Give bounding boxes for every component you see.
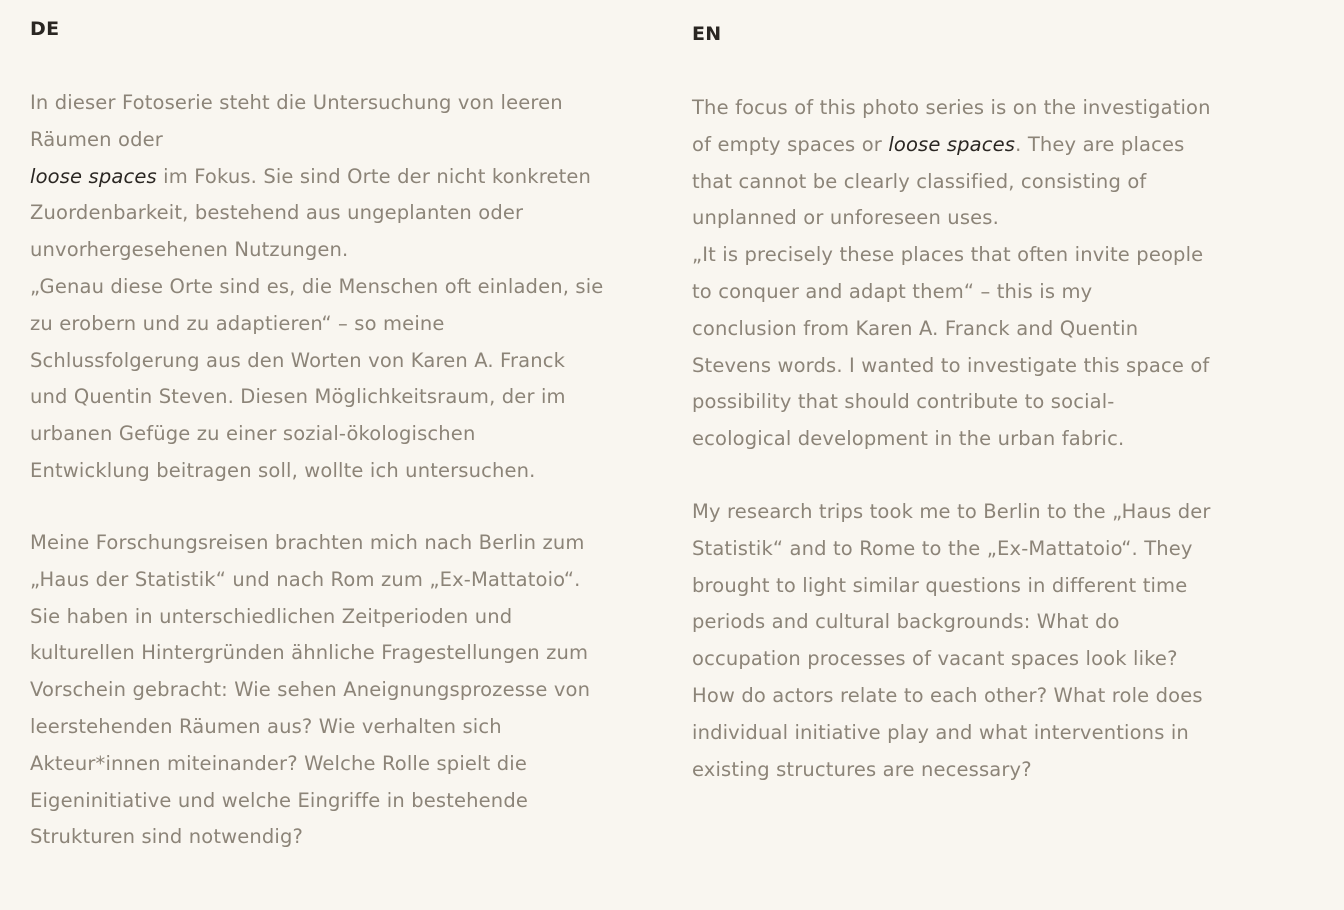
- text-line: „Haus der Statistik“ und nach Rom zum „Ex-Mattatoio“.: [30, 567, 581, 591]
- english-paragraph-1: [692, 90, 1252, 458]
- text-line: How do actors relate to each other? What role does: [692, 683, 1203, 707]
- text-line: Strukturen sind notwendig?: [30, 825, 304, 849]
- text-line: occupation processes of vacant spaces look like?: [692, 647, 1178, 671]
- text-line: Stevens words. I wanted to investigate this space of: [692, 353, 1210, 377]
- text-line: Statistik“ and to Rome to the „Ex-Mattatoio“. They: [692, 536, 1193, 560]
- text-line: zu erobern und zu adaptieren“ – so meine: [30, 311, 445, 335]
- german-paragraph-1: [30, 85, 640, 490]
- text-line: „It is precisely these places that often invite people: [692, 243, 1204, 267]
- text-line: Räumen oder: [30, 127, 163, 151]
- text-line: periods and cultural backgrounds: What do: [692, 610, 1120, 634]
- text-line: [692, 127, 1252, 164]
- text-line: Schlussfolgerung aus den Worten von Karen A. Franck: [30, 348, 566, 372]
- text-line: The focus of this photo series is on the investigation: [692, 96, 1211, 119]
- text-line: kulturellen Hintergründen ähnliche Fragestellungen zum: [30, 641, 589, 665]
- english-paragraph-2: [692, 494, 1252, 788]
- text-line: conclusion from Karen A. Franck and Quentin: [692, 316, 1139, 340]
- english-heading: EN: [692, 23, 722, 45]
- text-line: und Quentin Steven. Diesen Möglichkeitsraum, der im: [30, 385, 566, 409]
- text-line: Akteur*innen miteinander? Welche Rolle spielt die: [30, 751, 527, 775]
- text-line: ecological development in the urban fabric.: [692, 427, 1125, 451]
- text-line: „Genau diese Orte sind es, die Menschen oft einladen, sie: [30, 274, 604, 298]
- text-line: that cannot be clearly classified, consisting of: [692, 169, 1147, 193]
- text-fragment: of empty spaces or: [692, 132, 889, 156]
- german-paragraph-2: [30, 525, 640, 856]
- text-line: to conquer and adapt them“ – this is my: [692, 279, 1093, 303]
- text-line: My research trips took me to Berlin to the „Haus der: [692, 500, 1211, 523]
- text-line: individual initiative play and what interventions in: [692, 720, 1189, 744]
- text-line: Meine Forschungsreisen brachten mich nach Berlin zum: [30, 531, 585, 554]
- text-line: existing structures are necessary?: [692, 757, 1032, 781]
- text-line: Entwicklung beitragen soll, wollte ich untersuchen.: [30, 458, 536, 482]
- text-line: leerstehenden Räumen aus? Wie verhalten sich: [30, 714, 502, 738]
- text-line: In dieser Fotoserie steht die Untersuchung von leeren: [30, 91, 563, 114]
- text-line: brought to light similar questions in different time: [692, 573, 1188, 597]
- text-line: possibility that should contribute to social-: [692, 390, 1115, 414]
- text-line: unplanned or unforeseen uses.: [692, 206, 999, 230]
- text-fragment: im Fokus. Sie sind Orte der nicht konkreten: [156, 164, 592, 188]
- text-fragment: . They are places: [1015, 132, 1185, 156]
- german-heading: DE: [30, 18, 60, 40]
- text-line: Sie haben in unterschiedlichen Zeitperioden und: [30, 604, 513, 628]
- text-line: Zuordenbarkeit, bestehend aus ungeplanten oder: [30, 201, 524, 225]
- loose-spaces-emphasis: loose spaces: [30, 164, 157, 188]
- text-line: unvorhergesehenen Nutzungen.: [30, 238, 349, 262]
- text-line: Vorschein gebracht: Wie sehen Aneignungsprozesse von: [30, 678, 591, 702]
- text-line: [30, 159, 640, 196]
- text-line: Eigeninitiative und welche Eingriffe in bestehende: [30, 788, 528, 812]
- text-line: urbanen Gefüge zu einer sozial-ökologischen: [30, 422, 476, 446]
- loose-spaces-emphasis: loose spaces: [888, 132, 1016, 156]
